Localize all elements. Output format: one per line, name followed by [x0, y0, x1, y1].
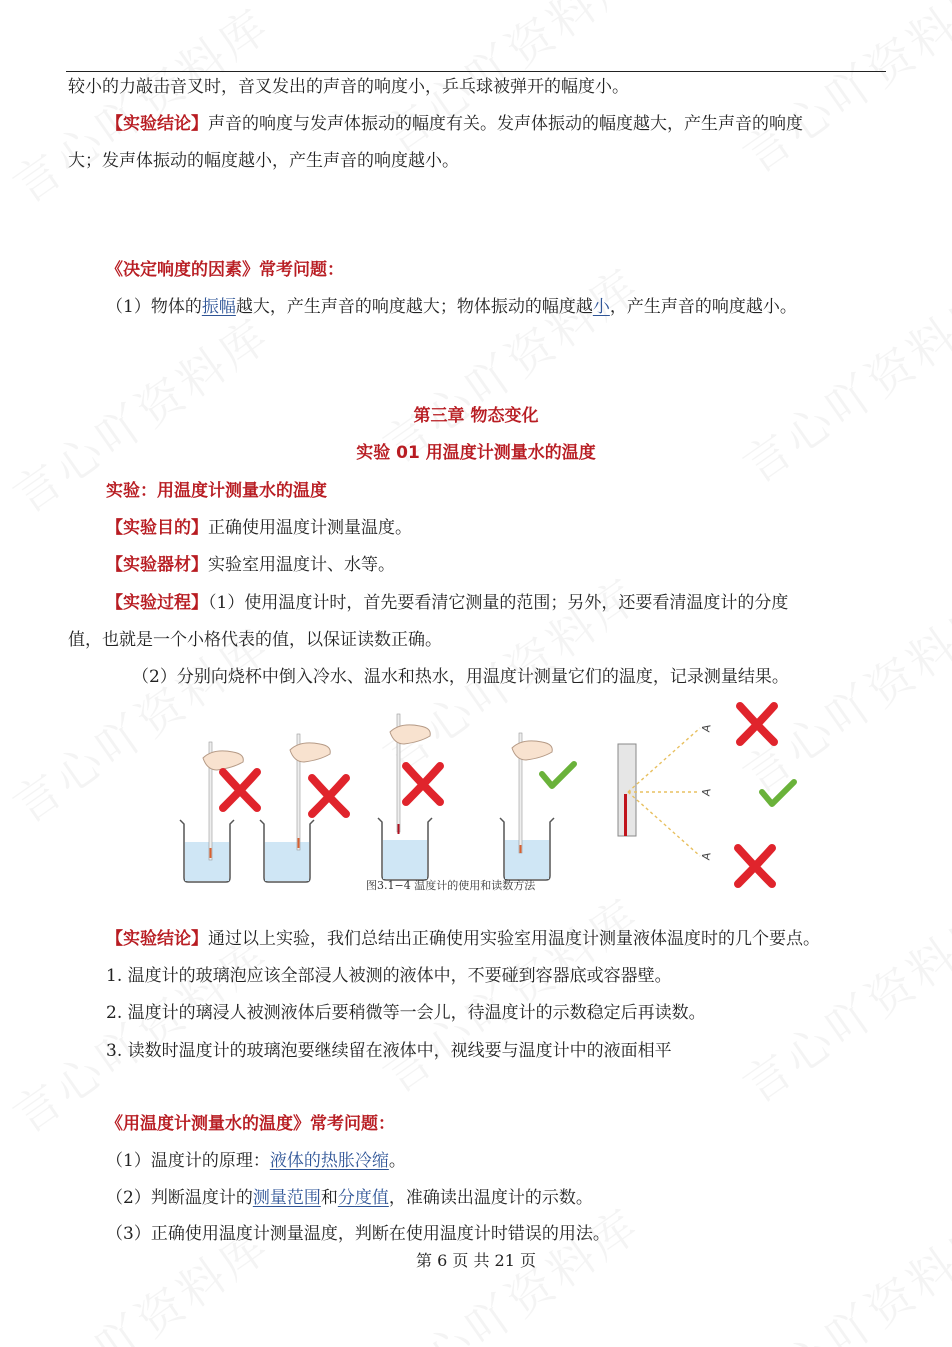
conclusion-label: 【实验结论】 — [106, 114, 208, 134]
thermo-question-2 — [106, 1187, 593, 1209]
answer-principle: 液体的热胀冷缩 — [269, 1151, 389, 1171]
page-number: 第 6 页 共 21 页 — [416, 1251, 536, 1270]
thermo-questions-title: 《用温度计测量水的温度》常考问题： — [106, 1114, 395, 1134]
figure-caption: 图3.1−4 温度计的使用和读数方法 — [366, 879, 536, 892]
process-line2: 值，也就是一个小格代表的值，以保证读数正确。 — [68, 630, 442, 650]
process-line3: （2）分别向烧杯中倒入冷水、温水和热水，用温度计测量它们的温度，记录测量结果。 — [132, 667, 789, 687]
q-prefix: （1）物体的 — [106, 297, 202, 317]
q-prefix: （1）温度计的原理： — [106, 1151, 270, 1171]
q-suffix: ，产生声音的响度越小。 — [609, 297, 797, 317]
thermo-question-1 — [106, 1150, 406, 1172]
equipment-line — [106, 554, 395, 576]
answer-small: 小 — [592, 297, 610, 317]
thermometer-figure — [170, 700, 800, 900]
conclusion-text: 声音的响度与发声体振动的幅度有关。发声体振动的幅度越大，产生声音的响度 — [208, 114, 803, 134]
process-line1 — [106, 592, 788, 614]
beaker-1-touching-bottom — [180, 820, 234, 882]
purpose-label: 【实验目的】 — [106, 518, 208, 538]
chapter-title: 第三章 物态变化 — [413, 406, 539, 426]
beaker-4-correct — [500, 818, 554, 880]
answer-amplitude: 振幅 — [201, 297, 236, 317]
svg-text:A: A — [699, 787, 714, 798]
header-rule — [66, 71, 886, 72]
purpose-line — [106, 517, 412, 539]
q-prefix: （2）判断温度计的 — [106, 1188, 253, 1208]
answer-division: 分度值 — [337, 1188, 389, 1208]
experiment-label: 实验：用温度计测量水的温度 — [106, 481, 327, 501]
process-text: （1）使用温度计时，首先要看清它测量的范围；另外，还要看清温度计的分度 — [208, 593, 789, 613]
purpose-text: 正确使用温度计测量温度。 — [208, 518, 412, 538]
q-suffix: ，准确读出温度计的示数。 — [388, 1188, 593, 1208]
thermo-question-3: （3）正确使用温度计测量温度，判断在使用温度计时错误的用法。 — [106, 1224, 610, 1244]
answer-range: 测量范围 — [252, 1188, 321, 1208]
beaker-3-not-immersed — [378, 818, 432, 880]
conclusion-line — [106, 928, 820, 950]
loudness-question-1 — [106, 296, 797, 318]
equipment-label: 【实验器材】 — [106, 555, 208, 575]
process-label: 【实验过程】 — [106, 593, 208, 613]
conclusion-point-1: 1. 温度计的玻璃泡应该全部浸人被测的液体中，不要碰到容器底或容器壁。 — [106, 966, 672, 986]
beaker-2-touching-wall — [260, 820, 314, 882]
equipment-text: 实验室用温度计、水等。 — [208, 555, 395, 575]
experiment-title: 实验 01 用温度计测量水的温度 — [356, 443, 596, 463]
conclusion-label: 【实验结论】 — [106, 929, 208, 949]
thermometer-usage-illustration — [170, 700, 800, 900]
q-suffix: 。 — [388, 1151, 406, 1171]
eye-level-diagram — [618, 706, 794, 884]
svg-text:A: A — [699, 723, 714, 734]
q-mid: 越大，产生声音的响度越大；物体振动的幅度越 — [235, 297, 593, 317]
conclusion-text: 通过以上实验，我们总结出正确使用实验室用温度计测量液体温度时的几个要点。 — [208, 929, 820, 949]
sound-conclusion-line2: 大；发声体振动的幅度越小，产生声音的响度越小。 — [68, 151, 459, 171]
continuation-text: 较小的力敲击音叉时，音叉发出的声音的响度小，乒乓球被弹开的幅度小。 — [68, 77, 629, 97]
conclusion-point-2: 2. 温度计的璃浸人被测液体后要稍微等一会儿，待温度计的示数稳定后再读数。 — [106, 1003, 706, 1023]
loudness-questions-title: 《决定响度的因素》常考问题： — [106, 260, 344, 280]
q-mid: 和 — [320, 1188, 338, 1208]
sound-conclusion-line1 — [106, 113, 803, 135]
svg-text:A: A — [699, 851, 714, 862]
conclusion-point-3: 3. 读数时温度计的玻璃泡要继续留在液体中，视线要与温度计中的液面相平 — [106, 1041, 672, 1061]
